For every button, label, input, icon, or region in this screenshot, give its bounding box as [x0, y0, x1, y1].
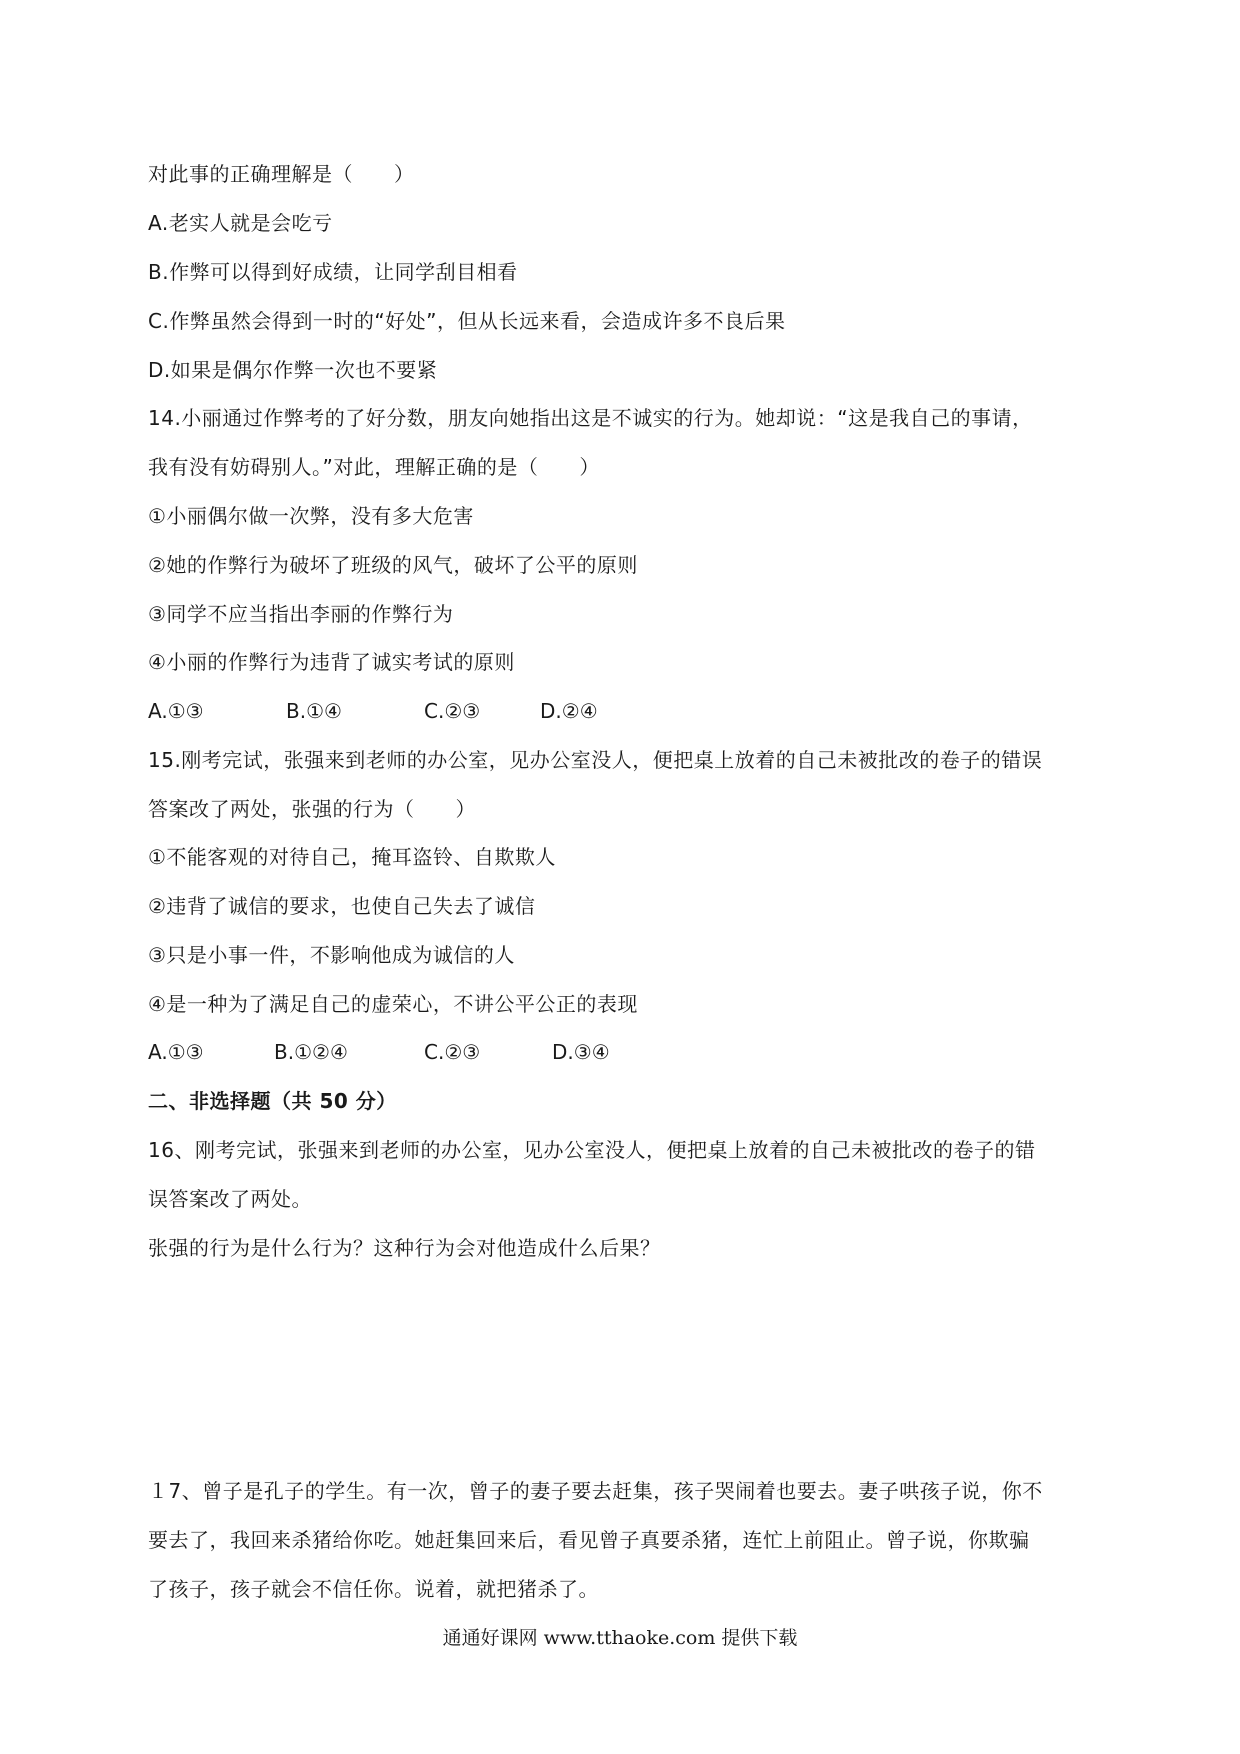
q13-option-d: D.如果是偶尔作弊一次也不要紧	[148, 358, 438, 382]
q15-stem-line2: 答案改了两处，张强的行为（ ）	[148, 797, 476, 821]
q15-option-c: C.②③	[424, 1040, 481, 1064]
q15-option-b: B.①②④	[274, 1040, 348, 1064]
q15-statement-1: ①不能客观的对待自己，掩耳盗铃、自欺欺人	[148, 845, 556, 869]
q13-option-c: C.作弊虽然会得到一时的“好处”，但从长远来看，会造成许多不良后果	[148, 309, 786, 333]
q14-statement-1: ①小丽偶尔做一次弊，没有多大危害	[148, 504, 474, 528]
q16-question: 张强的行为是什么行为？这种行为会对他造成什么后果？	[148, 1236, 661, 1260]
q15-option-d: D.③④	[552, 1040, 610, 1064]
q16-line2: 误答案改了两处。	[148, 1187, 312, 1211]
q15-statement-3: ③只是小事一件，不影响他成为诚信的人	[148, 943, 515, 967]
q14-option-a: A.①③	[148, 699, 204, 723]
q15-statement-2: ②违背了诚信的要求，也使自己失去了诚信	[148, 894, 536, 918]
q13-stem: 对此事的正确理解是（ ）	[148, 162, 415, 186]
q17-line2: 要去了，我回来杀猪给你吃。她赶集回来后，看见曾子真要杀猪，连忙上前阻止。曾子说，你欺骗	[148, 1528, 1030, 1552]
q13-option-b: B.作弊可以得到好成绩，让同学刮目相看	[148, 260, 518, 284]
q15-stem-line1: 15.刚考完试，张强来到老师的办公室，见办公室没人，便把桌上放着的自己未被批改的卷子的错误	[148, 748, 1043, 772]
q14-statement-2: ②她的作弊行为破坏了班级的风气，破坏了公平的原则	[148, 553, 638, 577]
footer-source: 通通好课网 www.tthaoke.com 提供下载	[442, 1627, 798, 1649]
q15-option-a: A.①③	[148, 1040, 204, 1064]
q14-stem-line1: 14.小丽通过作弊考的了好分数，朋友向她指出这是不诚实的行为。她却说：“这是我自己的事请，	[148, 406, 1033, 430]
q15-statement-4: ④是一种为了满足自己的虚荣心，不讲公平公正的表现	[148, 992, 638, 1016]
q13-option-a: A.老实人就是会吃亏	[148, 211, 333, 235]
q14-statement-4: ④小丽的作弊行为违背了诚实考试的原则	[148, 650, 515, 674]
q14-option-d: D.②④	[540, 699, 598, 723]
section-title: 二、非选择题（共 50 分）	[148, 1089, 397, 1113]
q14-stem-line2: 我有没有妨碍别人。”对此，理解正确的是（ ）	[148, 455, 600, 479]
q14-option-b: B.①④	[286, 699, 342, 723]
q17-line3: 了孩子，孩子就会不信任你。说着，就把猪杀了。	[148, 1577, 599, 1601]
q14-statement-3: ③同学不应当指出李丽的作弊行为	[148, 602, 454, 626]
q16-line1: 16、刚考完试，张强来到老师的办公室，见办公室没人，便把桌上放着的自己未被批改的卷子的错	[148, 1138, 1036, 1162]
q17-line1: １7、曾子是孔子的学生。有一次，曾子的妻子要去赶集，孩子哭闹着也要去。妻子哄孩子说，你不	[148, 1479, 1043, 1503]
q14-option-c: C.②③	[424, 699, 481, 723]
